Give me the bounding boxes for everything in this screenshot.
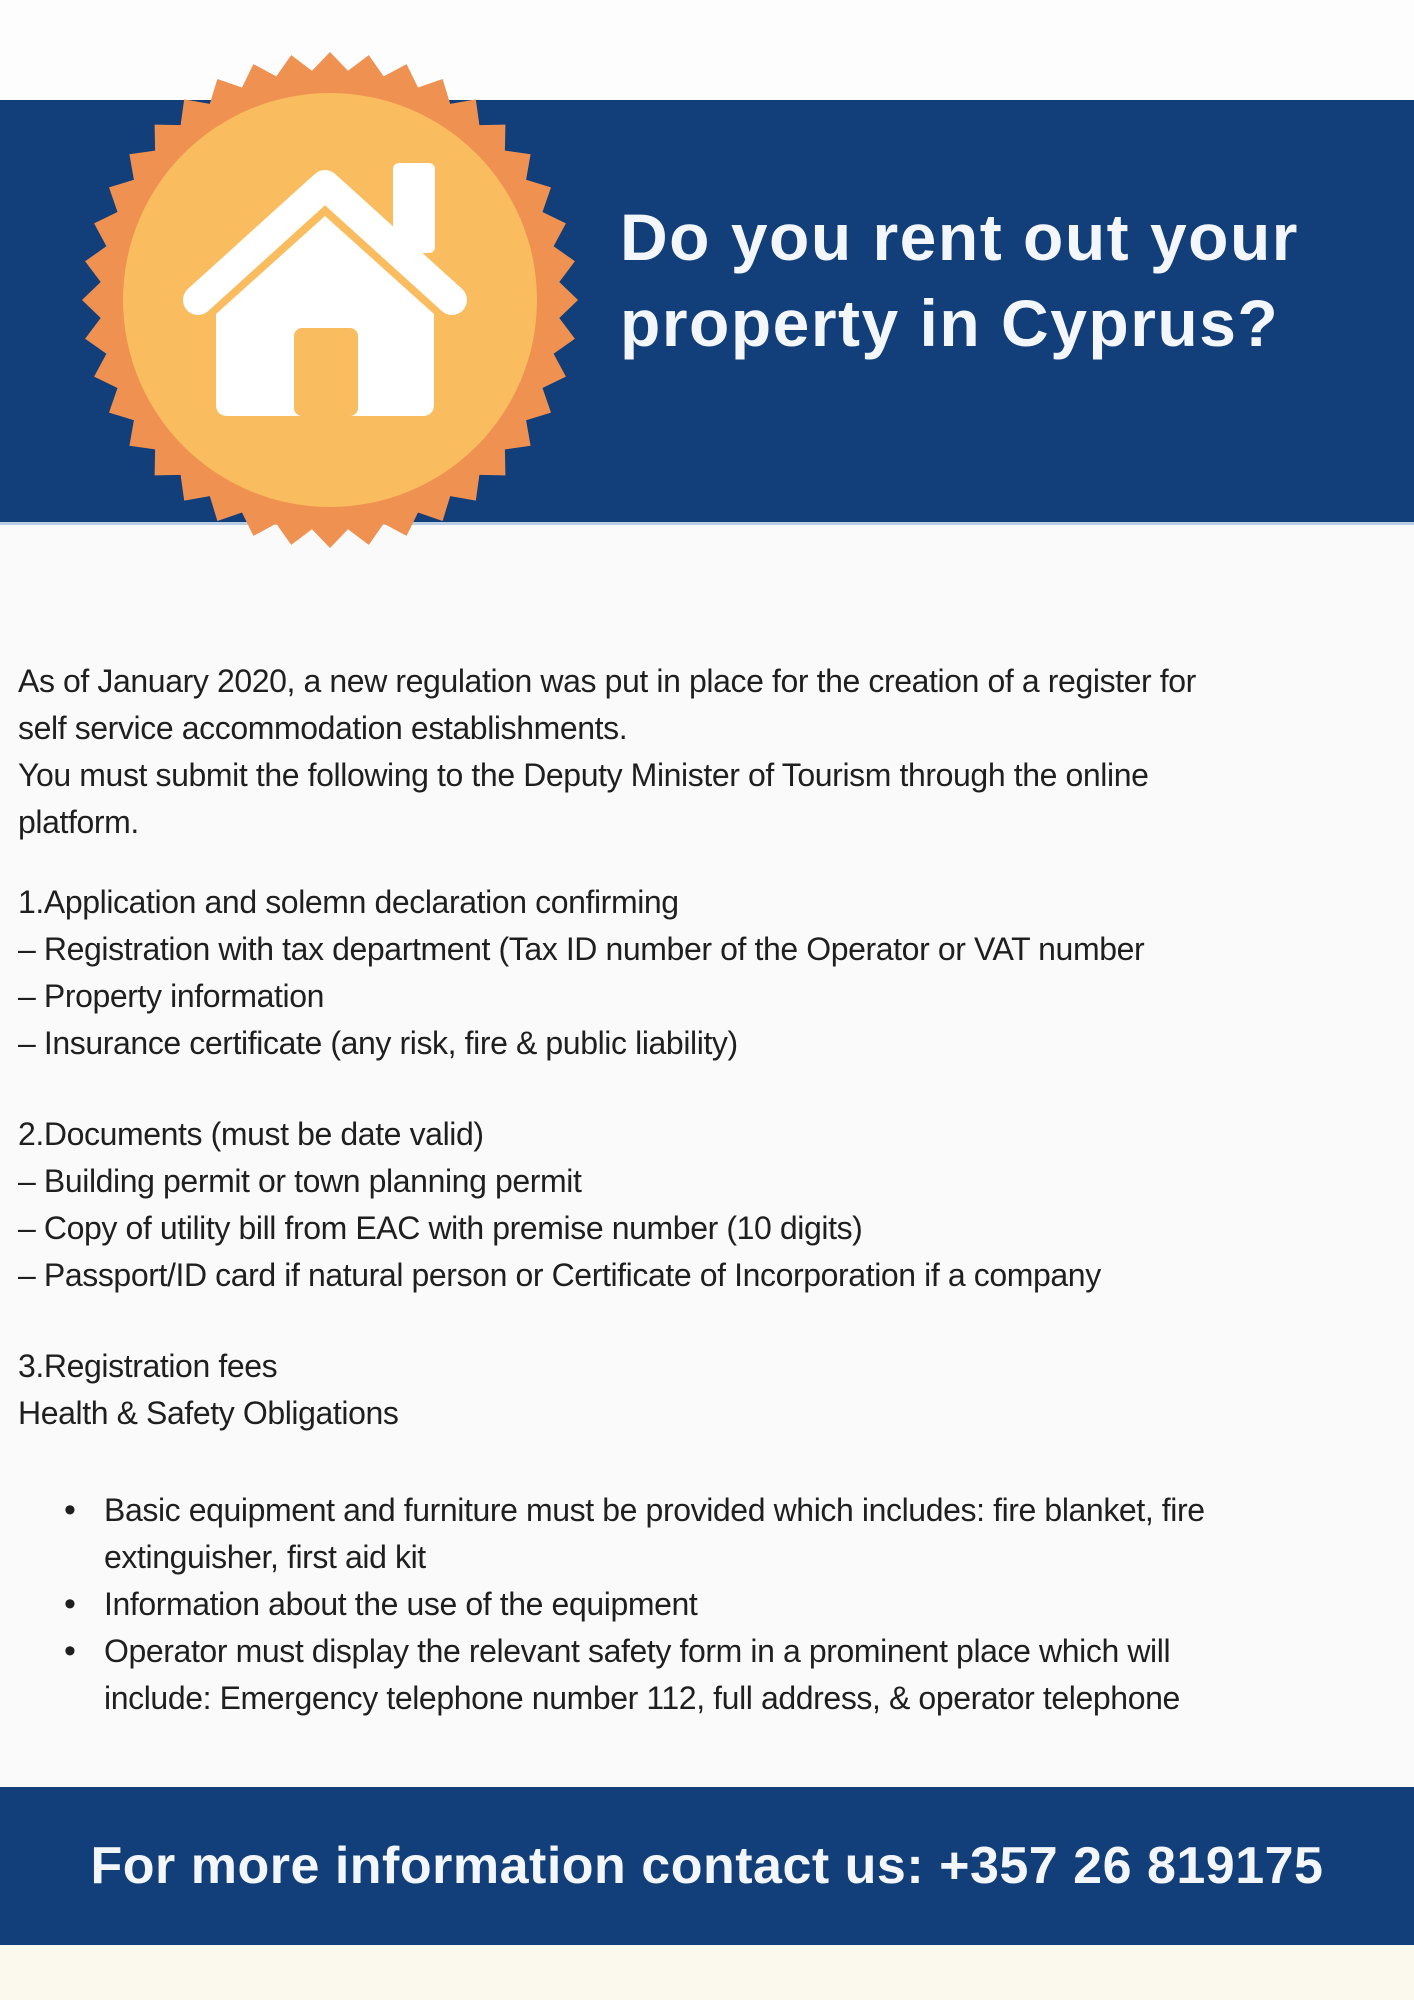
section-subheading: Health & Safety Obligations <box>18 1395 399 1431</box>
section-registration-fees <box>18 1343 1398 1437</box>
section-heading: 2.Documents (must be date valid) <box>18 1116 484 1152</box>
section-item: – Insurance certificate (any risk, fire & public liability) <box>18 1025 738 1061</box>
bullet-line: • Information about the use of the equipment <box>104 1586 698 1622</box>
bullet-item <box>104 1581 1398 1628</box>
footer-contact-text: For more information contact us: +357 26 819175 <box>90 1837 1324 1895</box>
bullet-item <box>104 1487 1398 1581</box>
bullet-line: • Operator must display the relevant safety form in a prominent place which will <box>104 1633 1171 1669</box>
house-badge-svg <box>80 50 580 550</box>
section-item: – Copy of utility bill from EAC with premise number (10 digits) <box>18 1210 863 1246</box>
house-badge <box>80 50 580 550</box>
section-documents <box>18 1111 1398 1299</box>
intro-line: You must submit the following to the Deputy Minister of Tourism through the online <box>18 757 1149 793</box>
intro-line: self service accommodation establishments. <box>18 710 628 746</box>
intro-paragraph <box>18 658 1398 846</box>
section-item: – Building permit or town planning permit <box>18 1163 582 1199</box>
page-title-line-2: property in Cyprus? <box>620 286 1280 360</box>
bullet-line: include: Emergency telephone number 112, full address, & operator telephone <box>104 1680 1180 1716</box>
page-title <box>620 194 1299 366</box>
body-content <box>18 658 1398 1722</box>
section-heading: 1.Application and solemn declaration confirming <box>18 884 679 920</box>
bullet-line: extinguisher, first aid kit <box>104 1539 426 1575</box>
section-item: – Property information <box>18 978 325 1014</box>
bullet-item <box>104 1628 1398 1722</box>
intro-line: platform. <box>18 804 139 840</box>
section-item: – Passport/ID card if natural person or Certificate of Incorporation if a company <box>18 1257 1101 1293</box>
footer-banner <box>0 1787 1414 1945</box>
safety-bullet-list <box>18 1487 1398 1722</box>
section-item: – Registration with tax department (Tax ID number of the Operator or VAT number <box>18 931 1145 967</box>
bottom-strip <box>0 1945 1414 2000</box>
section-application <box>18 879 1398 1067</box>
page-title-line-1: Do you rent out your <box>620 200 1299 274</box>
intro-line: As of January 2020, a new regulation was put in place for the creation of a register for <box>18 663 1196 699</box>
section-heading: 3.Registration fees <box>18 1348 278 1384</box>
bullet-line: • Basic equipment and furniture must be provided which includes: fire blanket, fire <box>104 1492 1205 1528</box>
house-door <box>294 328 358 416</box>
